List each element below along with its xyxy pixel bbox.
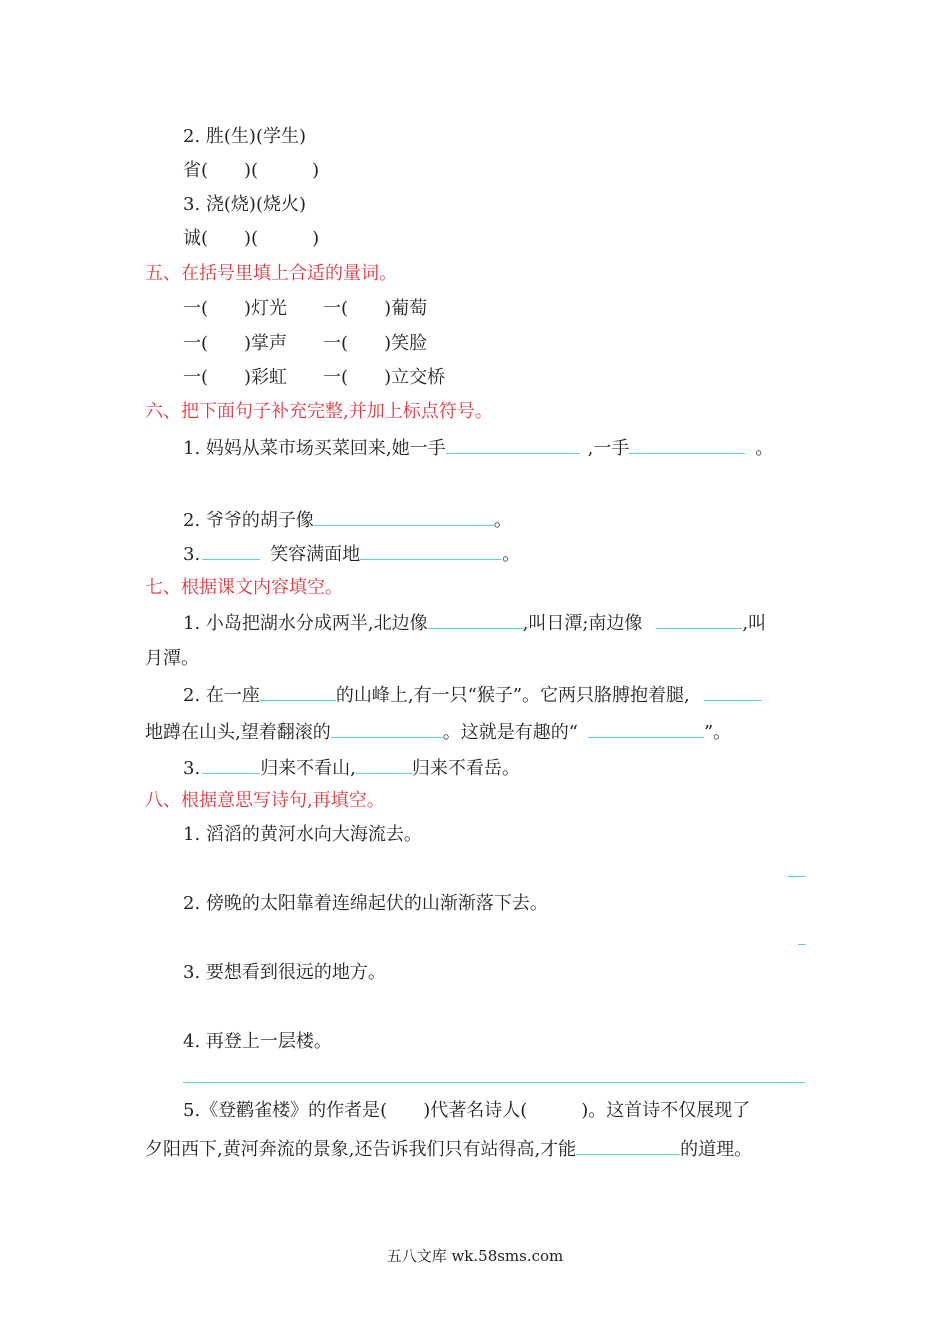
q8-5-line-2 <box>145 1136 752 1162</box>
q8-1-answer-line[interactable] <box>788 876 806 877</box>
q8-2-answer-line[interactable] <box>798 944 806 945</box>
q6-1-end: 。 <box>755 438 774 459</box>
q4-3-text: 3. 浇(烧)(烧火) <box>183 194 306 215</box>
q8-5-continuation: 夕阳西下,黄河奔流的景象,还告诉我们只有站得高,才能 <box>145 1139 577 1160</box>
q7-2-quote-open: 。这就是有趣的“ <box>442 722 578 743</box>
q8-answer-line[interactable] <box>183 1082 805 1083</box>
q7-3-prefix: 3. <box>183 758 201 779</box>
q8-5-blank[interactable] <box>576 1136 680 1155</box>
q4-3-answer-blank[interactable]: 诚( )( ) <box>183 228 320 249</box>
section-7-heading: 七、根据课文内容填空。 <box>145 577 343 598</box>
q7-2-blank-d[interactable] <box>588 719 704 738</box>
q6-1-blank-a[interactable] <box>446 435 580 454</box>
q8-4-text: 4. 再登上一层楼。 <box>183 1031 332 1052</box>
q6-3-middle: 笑容满面地 <box>270 544 361 565</box>
section-6-heading: 六、把下面句子补充完整,并加上标点符号。 <box>145 401 493 422</box>
q6-1-prefix: 1. 妈妈从菜市场买菜回来,她一手 <box>183 438 446 459</box>
q7-1-line-1 <box>183 610 766 636</box>
q6-2-end: 。 <box>493 510 512 531</box>
q6-3 <box>183 541 520 567</box>
measure-word-row-2[interactable]: 一( )掌声 一( )笑脸 <box>183 333 428 354</box>
q7-2-blank-c[interactable] <box>331 719 443 738</box>
q6-2 <box>183 507 512 533</box>
q7-1-middle: ,叫日潭;南边像 <box>522 613 643 634</box>
q7-1-blank-a[interactable] <box>428 610 523 629</box>
q7-2-line-1 <box>183 682 762 708</box>
q7-3-middle: 归来不看山, <box>260 758 356 779</box>
section-8-heading: 八、根据意思写诗句,再填空。 <box>145 790 385 811</box>
q4-2-answer-blank[interactable]: 省( )( ) <box>183 160 320 181</box>
q6-2-blank[interactable] <box>314 507 494 526</box>
section-5-heading: 五、在括号里填上合适的量词。 <box>145 263 397 284</box>
q6-3-blank-a[interactable] <box>202 541 260 560</box>
q6-3-prefix: 3. <box>183 544 201 565</box>
page-footer: 五八文库 wk.58sms.com <box>386 1247 564 1265</box>
q8-1-text: 1. 滔滔的黄河水向大海流去。 <box>183 824 422 845</box>
q7-1-prefix: 1. 小岛把湖水分成两半,北边像 <box>183 613 428 634</box>
q6-1 <box>183 435 773 461</box>
q7-2-blank-a[interactable] <box>260 682 336 701</box>
q7-3-blank-b[interactable] <box>356 755 412 774</box>
q6-1-middle: ,一手 <box>587 438 630 459</box>
q7-2-continuation: 地蹲在山头,望着翻滚的 <box>145 722 331 743</box>
q7-2-prefix: 2. 在一座 <box>183 685 260 706</box>
q7-2-line-2 <box>145 719 731 745</box>
q8-5-end: 的道理。 <box>680 1139 753 1160</box>
q4-2-text: 2. 胜(生)(学生) <box>183 126 306 147</box>
q8-5-line-1: 5.《登鹳雀楼》的作者是( )代著名诗人( )。这首诗不仅展现了 <box>183 1100 751 1121</box>
q7-2-middle: 的山峰上,有一只“猴子”。它两只胳膊抱着腿, <box>335 685 690 706</box>
q7-2-blank-b[interactable] <box>704 682 762 701</box>
q6-3-blank-b[interactable] <box>360 541 502 560</box>
q7-3-end: 归来不看岳。 <box>411 758 520 779</box>
q7-2-quote-close: ”。 <box>703 722 732 743</box>
q7-1-end: ,叫 <box>742 613 767 634</box>
q6-2-prefix: 2. 爷爷的胡子像 <box>183 510 314 531</box>
q6-3-end: 。 <box>502 544 521 565</box>
q7-3-blank-a[interactable] <box>202 755 260 774</box>
q6-1-blank-b[interactable] <box>629 435 745 454</box>
q8-2-text: 2. 傍晚的太阳靠着连绵起伏的山渐渐落下去。 <box>183 893 548 914</box>
q7-1-blank-b[interactable] <box>656 610 742 629</box>
q7-1-line-2: 月潭。 <box>145 648 199 669</box>
measure-word-row-3[interactable]: 一( )彩虹 一( )立交桥 <box>183 367 446 388</box>
measure-word-row-1[interactable]: 一( )灯光 一( )葡萄 <box>183 298 428 319</box>
q8-3-text: 3. 要想看到很远的地方。 <box>183 962 386 983</box>
q7-3 <box>183 755 520 781</box>
